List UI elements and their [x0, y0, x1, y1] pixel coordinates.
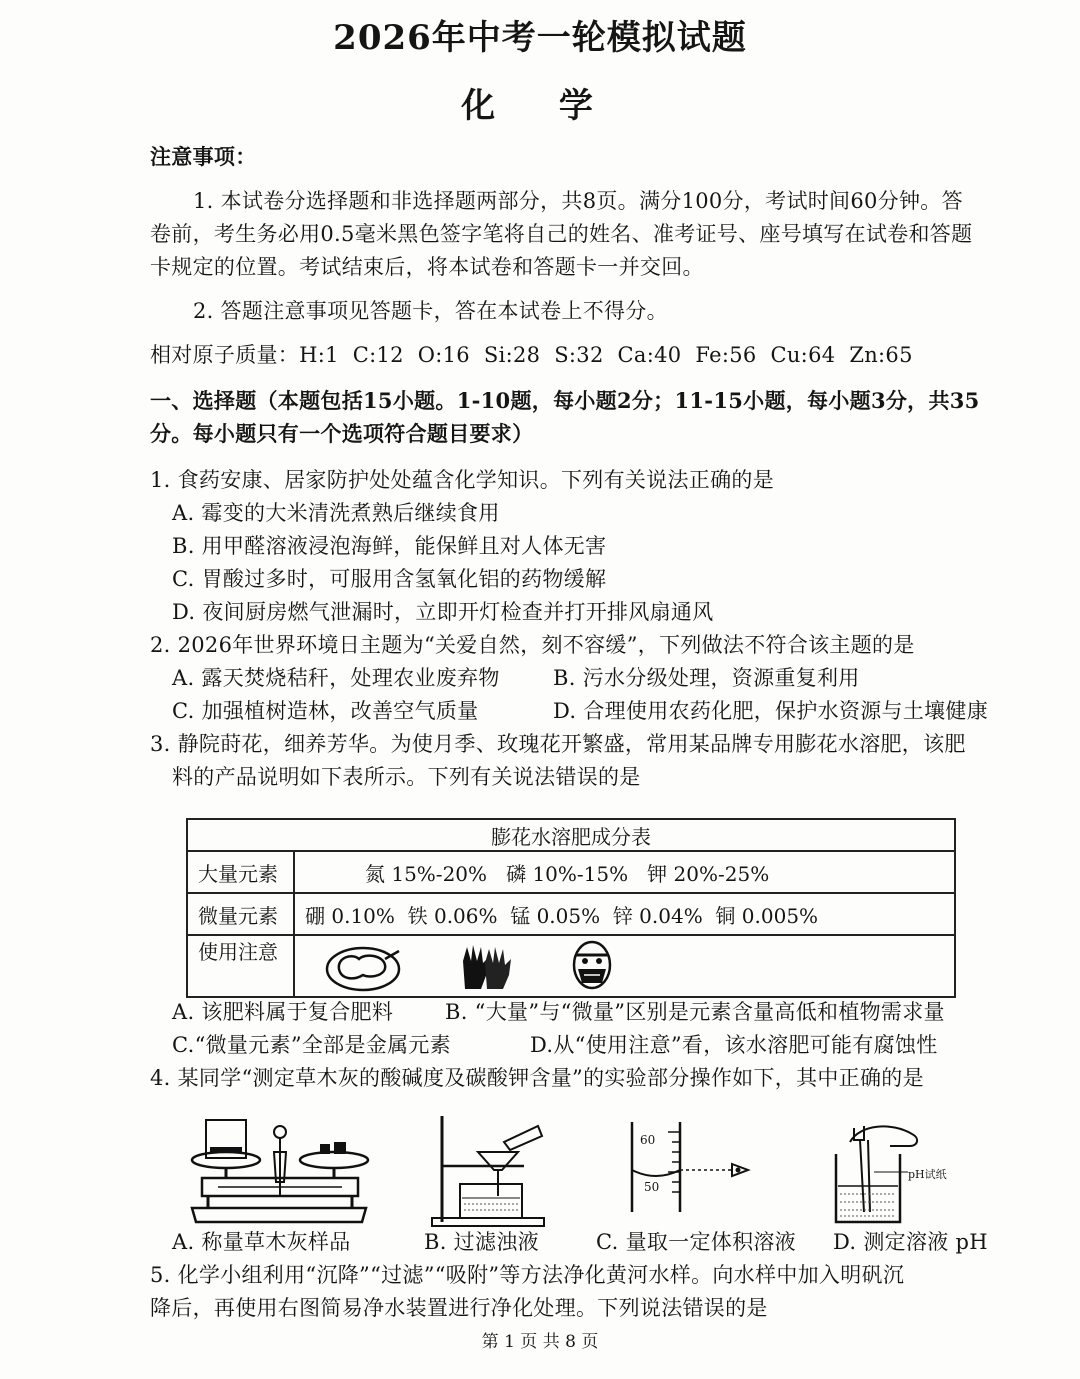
q4-option-b: B. 过滤浊液	[424, 1230, 539, 1254]
ph-paper-label: pH试纸	[908, 1168, 947, 1181]
cylinder-mark-50: 50	[644, 1180, 660, 1194]
q4-stem: 4. 某同学“测定草木灰的酸碱度及碳酸钾含量”的实验部分操作如下，其中正确的是	[150, 1066, 924, 1090]
notice-item1-line3: 卡规定的位置。考试结束后，将本试卷和答题卡一并交回。	[150, 255, 704, 279]
q5-stem-line2: 降后，再使用右图简易净水装置进行净化处理。下列说法错误的是	[150, 1296, 768, 1320]
corrosive-dish-icon	[323, 939, 405, 993]
q2-option-d: D. 合理使用农药化肥，保护水资源与土壤健康	[553, 699, 989, 723]
section1-line1: 一、选择题（本题包括15小题。1-10题，每小题2分；11-15小题，每小题3分，共35	[150, 388, 980, 413]
page-number: 第 1 页 共 8 页	[481, 1332, 599, 1352]
micro-elements-value: 硼 0.10% 铁 0.06% 锰 0.05% 锌 0.04% 铜 0.005%	[294, 893, 955, 935]
q3-stem-line1: 3. 静院莳花，细养芳华。为使月季、玫瑰花开繁盛，常用某品牌专用膨花水溶肥，该肥	[150, 732, 966, 756]
q3-option-c: C.“微量元素”全部是金属元素	[172, 1033, 451, 1057]
q4-option-c: C. 量取一定体积溶液	[596, 1230, 796, 1254]
q4-option-a: A. 称量草木灰样品	[172, 1230, 351, 1254]
usage-notes-label: 使用注意	[187, 935, 294, 997]
macro-elements-label: 大量元素	[187, 851, 294, 893]
cylinder-mark-60: 60	[640, 1133, 656, 1147]
filtration-figure	[428, 1112, 546, 1228]
q2-option-b: B. 污水分级处理，资源重复利用	[553, 666, 860, 690]
q2-option-a: A. 露天焚烧秸秆，处理农业废弃物	[172, 666, 500, 690]
q3-option-b: B. “大量”与“微量”区别是元素含量高低和植物需求量	[445, 1000, 945, 1024]
fertilizer-table	[186, 818, 956, 998]
q5-stem-line1: 5. 化学小组利用“沉降”“过滤”“吸附”等方法净化黄河水样。向水样中加入明矾沉	[150, 1263, 905, 1287]
fertilizer-table-caption: 膨花水溶肥成分表	[187, 819, 955, 851]
q1-option-d: D. 夜间厨房燃气泄漏时，立即开灯检查并打开排风扇通风	[172, 600, 714, 624]
notice-item1-line1: 1. 本试卷分选择题和非选择题两部分，共8页。满分100分，考试时间60分钟。答	[193, 189, 963, 213]
micro-elements-label: 微量元素	[187, 893, 294, 935]
q1-option-a: A. 霉变的大米清洗煮熟后继续食用	[172, 501, 500, 525]
q3-option-d: D.从“使用注意”看，该水溶肥可能有腐蚀性	[530, 1033, 938, 1057]
notice-item1-line2: 卷前，考生务必用0.5毫米黑色签字笔将自己的姓名、准考证号、座号填写在试卷和答题	[150, 222, 973, 246]
subject-title: 化 学	[461, 86, 619, 126]
atomic-masses: 相对原子质量：H:1 C:12 O:16 Si:28 S:32 Ca:40 Fe:56 Cu:64 Zn:65	[150, 343, 913, 367]
q3-option-a: A. 该肥料属于复合肥料	[172, 1000, 394, 1024]
macro-elements-value: 氮 15%-20% 磷 10%-15% 钾 20%-25%	[294, 851, 955, 893]
face-mask-icon	[569, 939, 615, 993]
q3-stem-line2: 料的产品说明如下表所示。下列有关说法错误的是	[172, 765, 641, 789]
usage-notes-icons	[294, 935, 955, 997]
balance-scale-figure	[188, 1112, 370, 1228]
q2-stem: 2. 2026年世界环境日主题为“关爱自然，刻不容缓”，下列做法不符合该主题的是	[150, 633, 915, 657]
exam-title: 2026年中考一轮模拟试题	[333, 18, 747, 58]
q1-option-c: C. 胃酸过多时，可服用含氢氧化铝的药物缓解	[172, 567, 607, 591]
q4-option-d: D. 测定溶液 pH	[833, 1230, 988, 1254]
notice-item2: 2. 答题注意事项见答题卡，答在本试卷上不得分。	[193, 299, 668, 323]
q1-option-b: B. 用甲醛溶液浸泡海鲜，能保鲜且对人体无害	[172, 534, 607, 558]
notice-heading: 注意事项：	[150, 144, 257, 169]
q1-stem: 1. 食药安康、居家防护处处蕴含化学知识。下列有关说法正确的是	[150, 468, 775, 492]
section1-line2: 分。每小题只有一个选项符合题目要求）	[150, 421, 534, 446]
q2-option-c: C. 加强植树造林，改善空气质量	[172, 699, 479, 723]
gloves-icon	[457, 939, 517, 993]
